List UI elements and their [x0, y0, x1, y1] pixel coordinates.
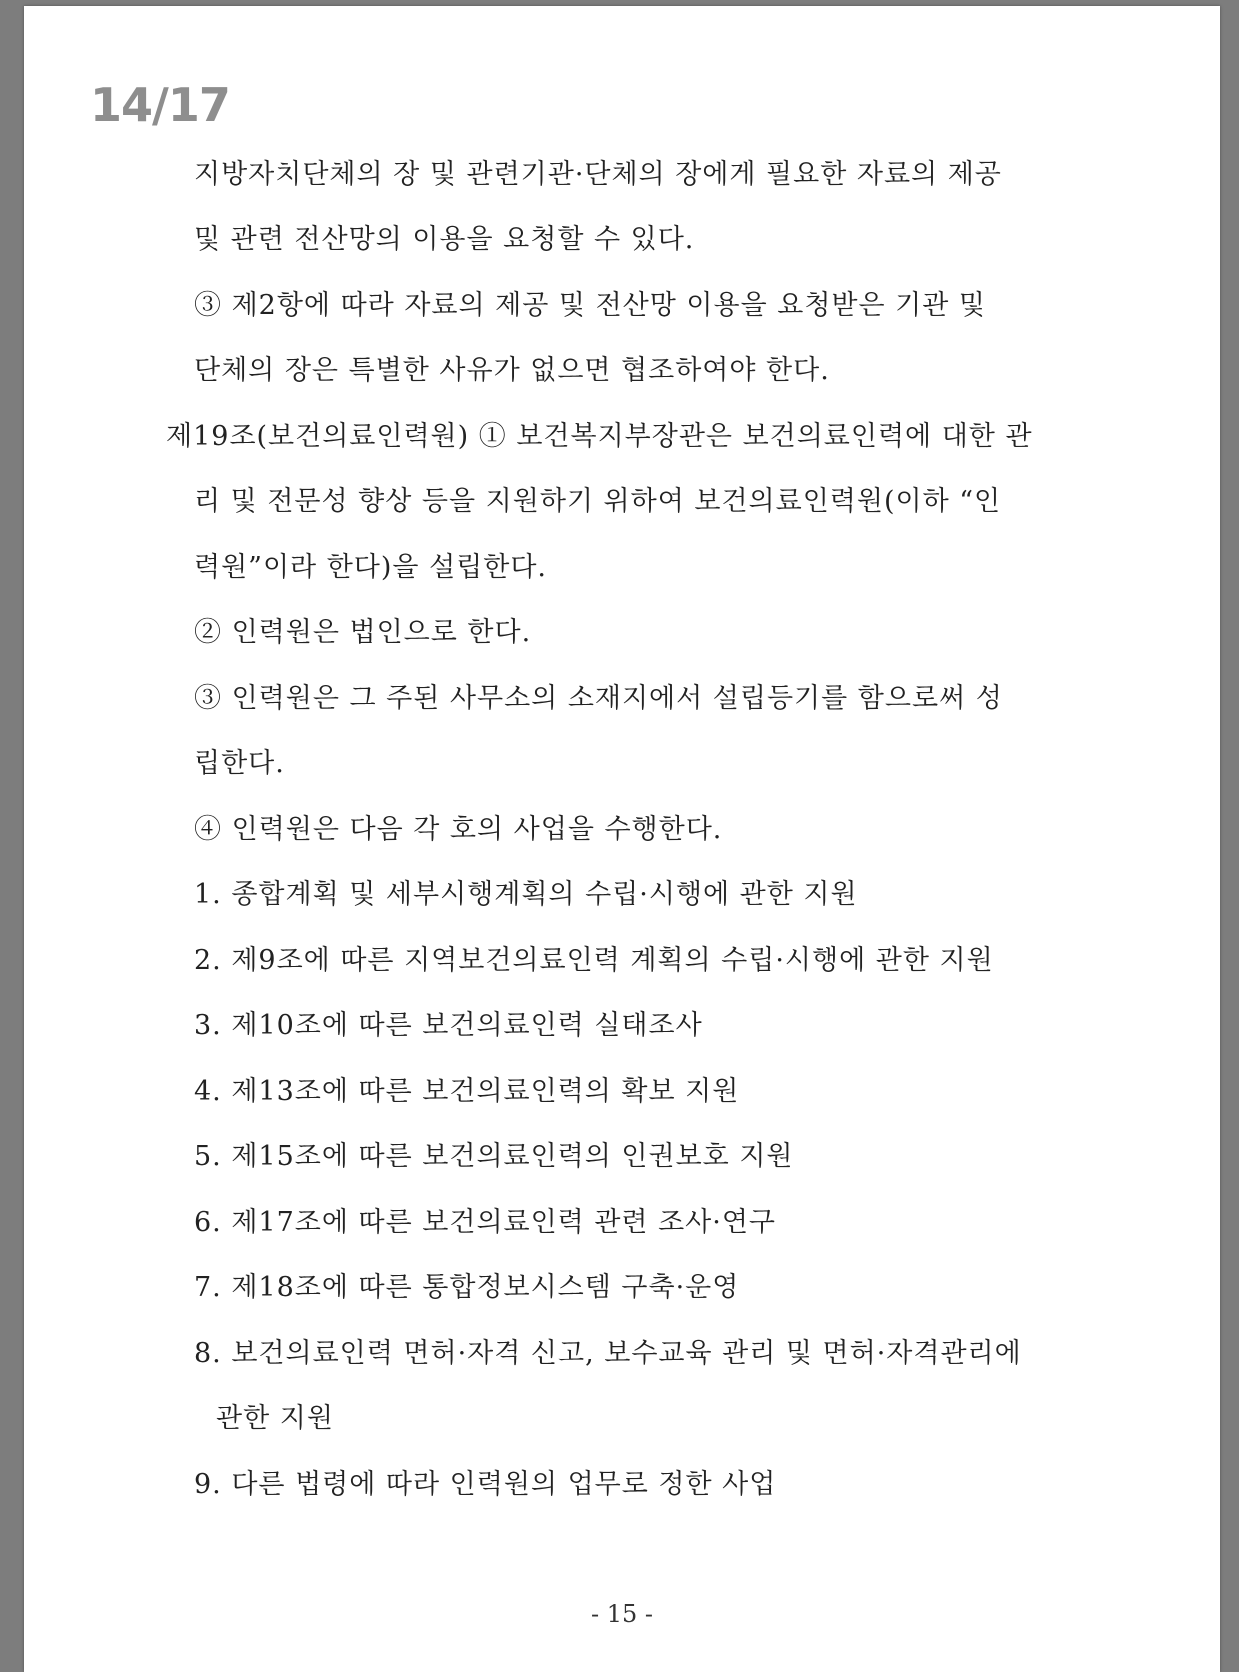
list-item: 3. 제10조에 따른 보건의료인력 실태조사	[194, 1010, 703, 1041]
article-heading-line: 제19조(보건의료인력원) ① 보건복지부장관은 보건의료인력에 대한 관	[166, 421, 1033, 452]
page-number: - 15 -	[590, 1600, 653, 1628]
list-item: 2. 제9조에 따른 지역보건의료인력 계획의 수립·시행에 관한 지원	[194, 945, 994, 976]
text-line: 단체의 장은 특별한 사유가 없으면 협조하여야 한다.	[194, 355, 830, 386]
list-item: 8. 보건의료인력 면허·자격 신고, 보수교육 관리 및 면허·자격관리에	[194, 1338, 1022, 1369]
text-line: 및 관련 전산망의 이용을 요청할 수 있다.	[194, 224, 695, 255]
text-line: 립한다.	[194, 748, 285, 779]
text-line: ③ 제2항에 따라 자료의 제공 및 전산망 이용을 요청받은 기관 및	[194, 290, 986, 321]
list-item: 7. 제18조에 따른 통합정보시스템 구축·운영	[194, 1272, 740, 1303]
text-line: 력원”이라 한다)을 설립한다.	[194, 552, 547, 583]
page-indicator: 14/17	[90, 78, 230, 132]
text-line: ③ 인력원은 그 주된 사무소의 소재지에서 설립등기를 함으로써 성	[194, 683, 1003, 714]
list-item: 5. 제15조에 따른 보건의료인력의 인권보호 지원	[194, 1141, 794, 1172]
text-line: 지방자치단체의 장 및 관련기관·단체의 장에게 필요한 자료의 제공	[194, 159, 1002, 190]
text-line: ④ 인력원은 다음 각 호의 사업을 수행한다.	[194, 814, 723, 845]
list-item: 1. 종합계획 및 세부시행계획의 수립·시행에 관한 지원	[194, 879, 858, 910]
list-item: 4. 제13조에 따른 보건의료인력의 확보 지원	[194, 1076, 740, 1107]
list-item: 6. 제17조에 따른 보건의료인력 관련 조사·연구	[194, 1207, 777, 1238]
text-line: ② 인력원은 법인으로 한다.	[194, 617, 532, 648]
text-line: 리 및 전문성 향상 등을 지원하기 위하여 보건의료인력원(이하 “인	[194, 486, 1002, 517]
list-item: 9. 다른 법령에 따라 인력원의 업무로 정한 사업	[194, 1469, 777, 1500]
document-page	[24, 6, 1220, 1672]
list-item-continuation: 관한 지원	[216, 1403, 334, 1434]
